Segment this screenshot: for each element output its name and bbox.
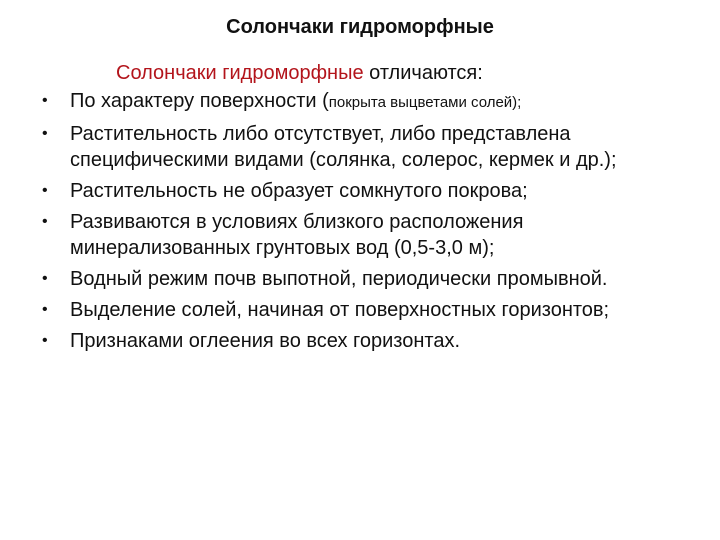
bullet-small-text: покрыта выцветами солей); — [328, 94, 522, 111]
bullet-item-water-regime — [40, 266, 690, 292]
bullet-item-groundwater — [40, 209, 690, 261]
bullet-text: Растительность либо отсутствует, либо представлена специфическими видами (солянка, солерос, кермек и др.); — [70, 123, 617, 171]
bullet-text: По характеру поверхности ( — [70, 90, 329, 112]
bullet-item-salts — [40, 297, 690, 323]
bullet-text: Водный режим почв выпотной, периодически промывной. — [70, 268, 608, 290]
bullet-text: Развиваются в условиях близкого расположения минерализованных грунтовых вод (0,5-3,0 м); — [70, 211, 524, 259]
intro-line — [116, 60, 483, 86]
bullet-icon: • — [42, 332, 48, 349]
bullet-item-vegetation — [40, 121, 690, 173]
bullet-item-surface — [40, 88, 690, 116]
slide-title: Солончаки гидроморфные — [226, 16, 494, 38]
bullet-text: Выделение солей, начиная от поверхностных горизонтов; — [70, 299, 610, 321]
bullet-icon: • — [42, 92, 48, 109]
bullet-item-gleying — [40, 328, 690, 354]
bullet-icon: • — [42, 270, 48, 287]
bullet-text: Признаками оглеения во всех горизонтах. — [70, 330, 461, 352]
intro-rest-text: отличаются: — [363, 62, 483, 84]
bullet-icon: • — [42, 182, 48, 199]
intro-accent-text: Солончаки гидроморфные — [116, 62, 364, 84]
bullet-text: Растительность не образует сомкнутого покрова; — [70, 180, 528, 202]
bullet-icon: • — [42, 301, 48, 318]
bullet-list — [40, 88, 690, 359]
bullet-item-cover — [40, 178, 690, 204]
bullet-icon: • — [42, 213, 48, 230]
bullet-icon: • — [42, 125, 48, 142]
